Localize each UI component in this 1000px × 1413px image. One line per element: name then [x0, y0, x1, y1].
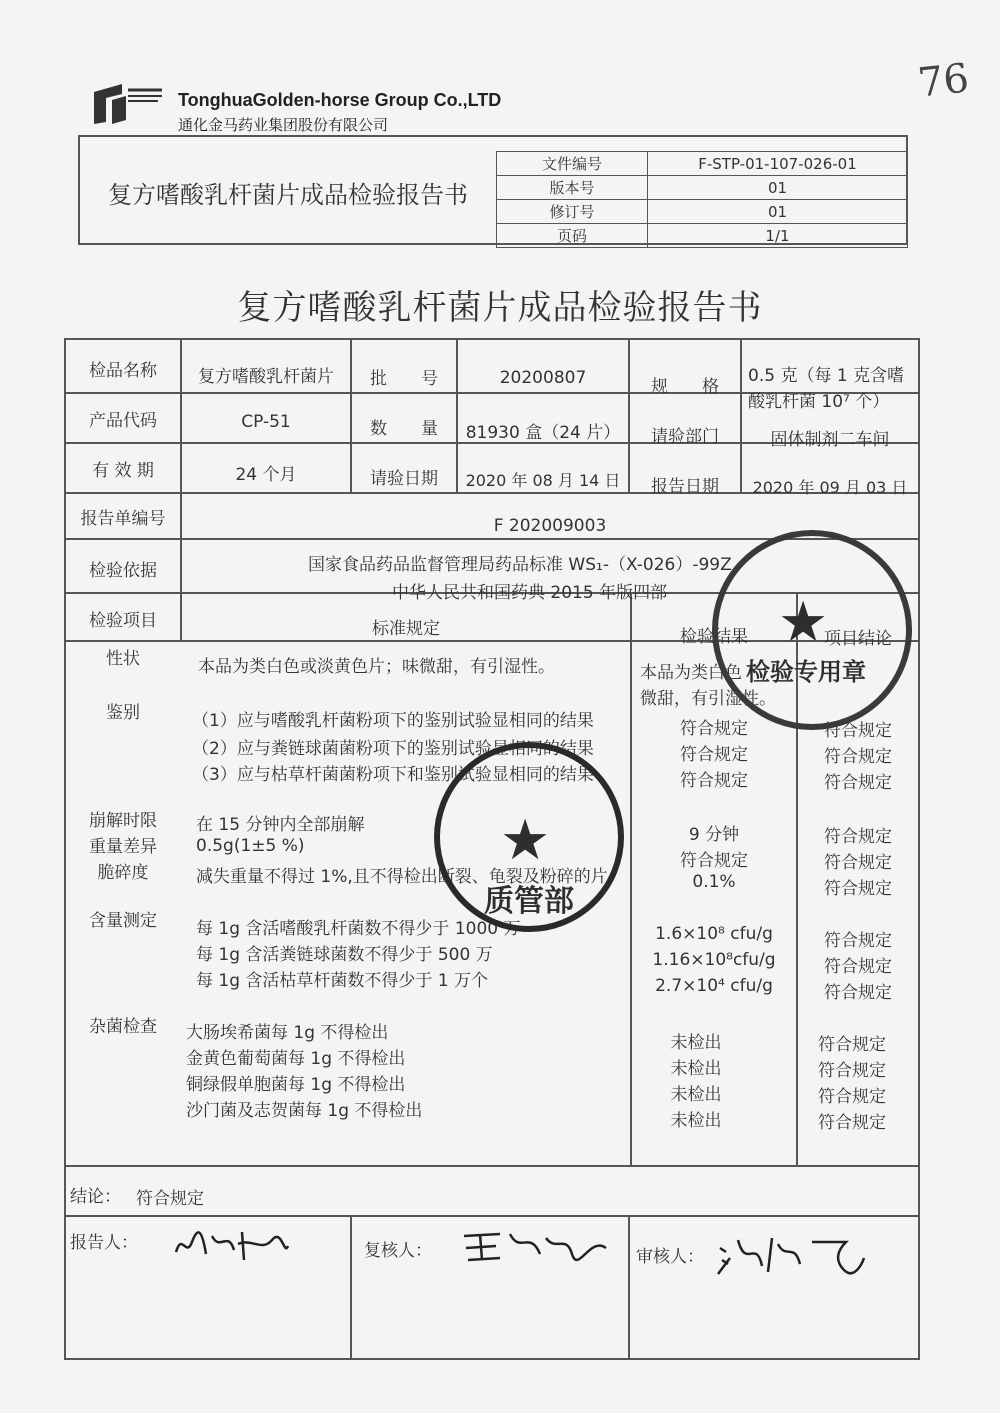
product-name-label: 检品名称	[89, 361, 157, 381]
weight-variation-conclusion: 符合规定	[824, 853, 892, 873]
weight-variation-standard: 0.5g(1±5 %)	[196, 836, 305, 856]
microbial-standard-2: 金黄色葡萄菌每 1g 不得检出	[186, 1049, 406, 1069]
supplier-seal-label: 质管部	[484, 884, 574, 919]
identification-conclusion-2: 符合规定	[824, 747, 892, 767]
reporter-label: 报告人：	[70, 1233, 138, 1253]
assay-label: 含量测定	[89, 911, 157, 931]
reviewer-label: 复核人：	[364, 1241, 432, 1261]
assay-standard-2: 每 1g 含活粪链球菌数不得少于 500 万	[196, 945, 493, 965]
request-dept-label: 请验部门	[651, 427, 719, 447]
request-dept-value: 固体制剂二车间	[770, 430, 890, 450]
identification-label: 鉴别	[106, 703, 140, 723]
version-value: 01	[648, 176, 908, 200]
identification-conclusion-3: 符合规定	[824, 773, 892, 793]
spec-value-line1: 0.5 克（每 1 克含嗜	[748, 366, 905, 386]
appearance-result-line1: 本品为类白色	[640, 663, 742, 683]
conclusion-value: 符合规定	[136, 1189, 204, 1209]
microbial-label: 杂菌检查	[89, 1017, 157, 1037]
appearance-standard: 本品为类白色或淡黄色片；味微甜，有引湿性。	[198, 657, 555, 677]
product-name-value: 复方嗜酸乳杆菌片	[198, 367, 334, 387]
assay-conclusion-3: 符合规定	[824, 983, 892, 1003]
document-control-table	[496, 151, 908, 248]
disintegration-result: 9 分钟	[688, 825, 740, 845]
basis-line2: 中华人民共和国药典 2015 年版四部	[392, 583, 668, 603]
col-header-conclusion: 项目结论	[824, 629, 892, 649]
spec-label: 规 格	[651, 377, 719, 397]
revision-value: 01	[648, 200, 908, 224]
microbial-standard-4: 沙门菌及志贺菌每 1g 不得检出	[186, 1101, 423, 1121]
assay-conclusion-1: 符合规定	[824, 931, 892, 951]
validity-label: 有 效 期	[92, 461, 154, 481]
reporter-signature	[172, 1222, 292, 1274]
conclusion-label: 结论：	[70, 1187, 121, 1207]
friability-conclusion: 符合规定	[824, 879, 892, 899]
friability-standard: 减失重量不得过 1%,且不得检出断裂、龟裂及粉碎的片	[196, 867, 608, 887]
col-header-result: 检验结果	[680, 627, 748, 647]
report-number-value: F 202009003	[493, 516, 607, 536]
request-date-label: 请验日期	[370, 469, 438, 489]
friability-label: 脆碎度	[97, 863, 149, 883]
identification-standard-3: （3）应与枯草杆菌菌粉项下和鉴别试验显相同的结果	[192, 765, 594, 785]
doc-number-value: F-STP-01-107-026-01	[648, 152, 908, 176]
microbial-conclusion-1: 符合规定	[818, 1035, 886, 1055]
microbial-result-2: 未检出	[670, 1059, 722, 1079]
quantity-label: 数 量	[370, 419, 438, 439]
seal-star-icon: ★	[778, 590, 829, 655]
assay-result-1: 1.6×10⁸ cfu/g	[655, 924, 773, 944]
company-logo-icon	[92, 82, 164, 126]
header-title: 复方嗜酸乳杆菌片成品检验报告书	[108, 181, 468, 209]
doc-number-label: 文件编号	[497, 152, 648, 176]
assay-standard-3: 每 1g 含活枯草杆菌数不得少于 1 万个	[196, 971, 489, 991]
microbial-result-1: 未检出	[670, 1033, 722, 1053]
col-header-standard: 标准规定	[372, 619, 440, 639]
company-seal-label: 检验专用章	[746, 658, 866, 686]
seal-star-icon: ★	[500, 808, 551, 873]
approver-signature	[716, 1230, 866, 1286]
disintegration-label: 崩解时限	[89, 811, 157, 831]
spec-value-line2: 酸乳杆菌 10⁷ 个）	[748, 392, 890, 412]
microbial-conclusion-4: 符合规定	[818, 1113, 886, 1133]
page-value: 1/1	[648, 224, 908, 248]
reviewer-signature	[460, 1224, 610, 1276]
company-name-cn: 通化金马药业集团股份有限公司	[178, 116, 389, 134]
col-header-item: 检验项目	[89, 611, 157, 631]
identification-conclusion-1: 符合规定	[824, 721, 892, 741]
revision-label: 修订号	[497, 200, 648, 224]
quantity-value: 81930 盒（24 片）	[465, 423, 621, 443]
microbial-standard-3: 铜绿假单胞菌每 1g 不得检出	[186, 1075, 406, 1095]
batch-value: 20200807	[499, 368, 587, 388]
report-date-label: 报告日期	[651, 477, 719, 497]
page-label: 页码	[497, 224, 648, 248]
version-label: 版本号	[497, 176, 648, 200]
validity-value: 24 个月	[235, 465, 297, 485]
identification-result-1: 符合规定	[680, 719, 748, 739]
page-title: 复方嗜酸乳杆菌片成品检验报告书	[237, 288, 763, 328]
disintegration-standard: 在 15 分钟内全部崩解	[196, 815, 365, 835]
request-date-value: 2020 年 08 月 14 日	[465, 471, 621, 490]
appearance-label: 性状	[106, 649, 140, 669]
approver-label: 审核人：	[636, 1247, 704, 1267]
batch-label: 批 号	[370, 369, 438, 389]
assay-conclusion-2: 符合规定	[824, 957, 892, 977]
company-name-en: TonghuaGolden-horse Group Co.,LTD	[178, 90, 502, 110]
basis-line1: 国家食品药品监督管理局药品标准 WS₁-（X-026）-99Z	[308, 555, 732, 575]
report-number-label: 报告单编号	[80, 509, 166, 529]
report-date-value: 2020 年 09 月 03 日	[752, 478, 908, 497]
microbial-conclusion-3: 符合规定	[818, 1087, 886, 1107]
assay-standard-1: 每 1g 含活嗜酸乳杆菌数不得少于 1000 万	[196, 919, 521, 939]
disintegration-conclusion: 符合规定	[824, 827, 892, 847]
identification-result-3: 符合规定	[680, 771, 748, 791]
product-code-value: CP-51	[241, 412, 291, 432]
weight-variation-result: 符合规定	[680, 851, 748, 871]
weight-variation-label: 重量差异	[89, 837, 157, 857]
appearance-result-line2: 微甜，有引湿性。	[640, 689, 776, 709]
product-code-label: 产品代码	[89, 411, 157, 431]
assay-result-3: 2.7×10⁴ cfu/g	[655, 976, 773, 996]
identification-result-2: 符合规定	[680, 745, 748, 765]
identification-standard-1: （1）应与嗜酸乳杆菌粉项下的鉴别试验显相同的结果	[192, 711, 594, 731]
friability-result: 0.1%	[692, 872, 736, 892]
microbial-result-4: 未检出	[670, 1111, 722, 1131]
basis-label: 检验依据	[89, 561, 157, 581]
identification-standard-2: （2）应与粪链球菌菌粉项下的鉴别试验显相同的结果	[192, 739, 594, 759]
handwritten-page-number: 76	[915, 55, 972, 107]
assay-result-2: 1.16×10⁸cfu/g	[652, 950, 776, 970]
microbial-standard-1: 大肠埃希菌每 1g 不得检出	[186, 1023, 389, 1043]
microbial-conclusion-2: 符合规定	[818, 1061, 886, 1081]
microbial-result-3: 未检出	[670, 1085, 722, 1105]
